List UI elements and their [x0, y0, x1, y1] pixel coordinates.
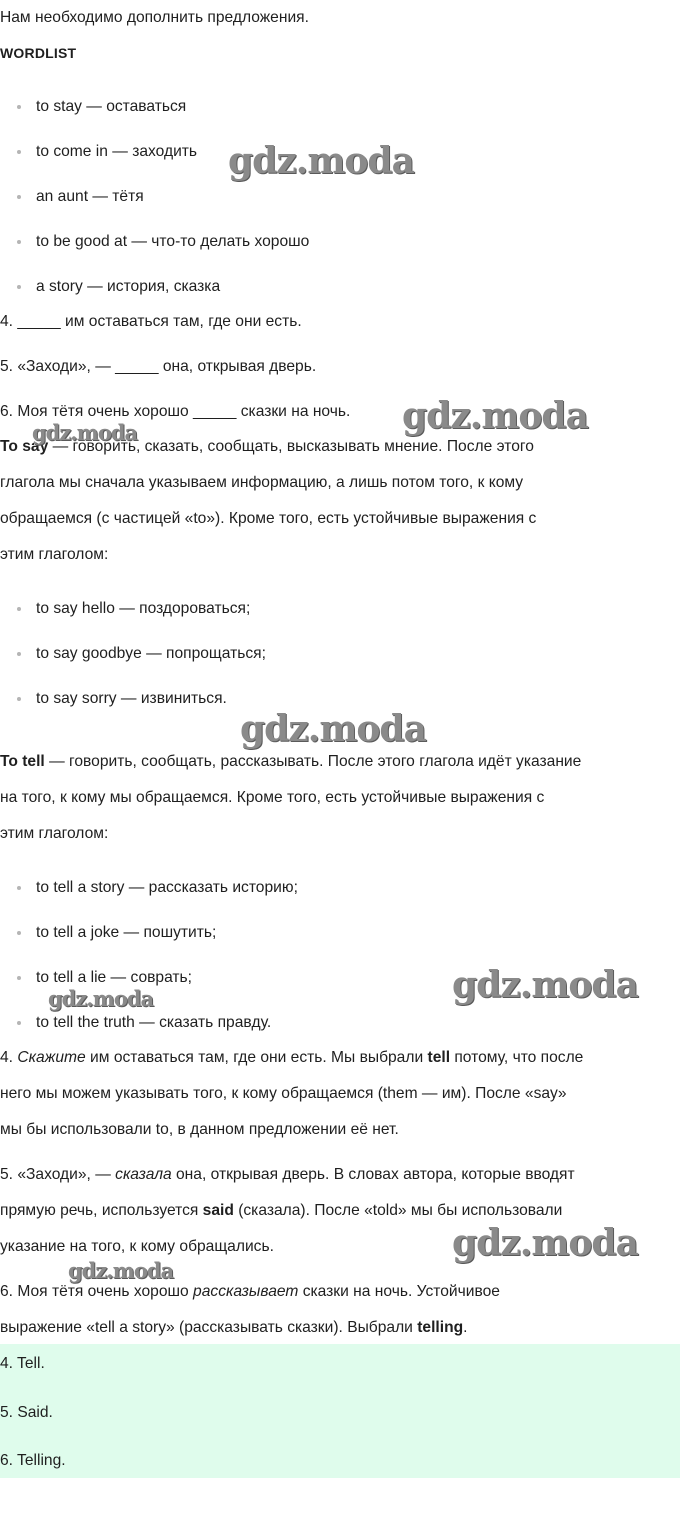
answer-6: 6. Telling.	[0, 1452, 66, 1469]
text: 4.	[0, 1049, 18, 1066]
bullet	[17, 105, 21, 109]
list-item: to come in — заходить	[36, 143, 198, 160]
watermark-logo: gdz.moda	[32, 420, 138, 445]
answer-word: Скажите	[17, 1049, 86, 1066]
exp6-line-1	[0, 1282, 500, 1302]
bullet	[17, 931, 21, 935]
bullet	[17, 886, 21, 890]
watermark-logo: gdz.moda	[452, 1222, 638, 1264]
text: она, открывая дверь. В словах автора, которые вводят	[171, 1166, 575, 1183]
watermark-logo: gdz.moda	[48, 986, 154, 1011]
say-term: To say	[0, 438, 49, 455]
watermark-logo: gdz.moda	[68, 1258, 174, 1283]
tell-line-3: этим глаголом:	[0, 825, 109, 842]
say-line-4: этим глаголом:	[0, 546, 109, 563]
wordlist-title: WORDLIST	[0, 45, 77, 61]
bullet	[17, 697, 21, 701]
say-line-3: обращаемся (с частицей «to»). Кроме того, есть устойчивые выражения с	[0, 510, 537, 527]
watermark-logo: gdz.moda	[402, 395, 588, 437]
intro-text: Нам необходимо дополнить предложения.	[0, 9, 309, 26]
say-line-1	[0, 437, 534, 457]
text: потому, что после	[450, 1049, 584, 1066]
watermark-logo: gdz.moda	[452, 964, 638, 1006]
exp4-line-2: него мы можем указывать того, к кому обращаемся (them — им). После «say»	[0, 1085, 567, 1102]
task-6: 6. Моя тётя очень хорошо _____ сказки на ночь.	[0, 403, 351, 420]
text: .	[463, 1319, 468, 1336]
answer-5: 5. Said.	[0, 1404, 53, 1421]
exp4-line-1	[0, 1048, 583, 1068]
text: прямую речь, используется	[0, 1202, 203, 1219]
key-word: said	[202, 1202, 234, 1219]
list-item: a story — история, сказка	[36, 278, 221, 295]
key-word: telling	[417, 1319, 464, 1336]
bullet	[17, 976, 21, 980]
say-line-2: глагола мы сначала указываем информацию, а лишь потом того, к кому	[0, 474, 524, 491]
bullet	[17, 1021, 21, 1025]
list-item: to tell a lie — соврать;	[36, 969, 192, 986]
list-item: to say sorry — извиниться.	[36, 690, 227, 707]
list-item: an aunt — тётя	[36, 188, 144, 205]
exp5-line-3: указание на того, к кому обращались.	[0, 1238, 274, 1255]
text: выражение «tell a story» (рассказывать сказки). Выбрали	[0, 1319, 418, 1336]
list-item: to stay — оставаться	[36, 98, 187, 115]
text: им оставаться там, где они есть. Мы выбрали	[85, 1049, 428, 1066]
list-item: to be good at — что-то делать хорошо	[36, 233, 310, 250]
tell-term: To tell	[0, 753, 45, 770]
bullet	[17, 285, 21, 289]
say-definition: — говорить, сказать, сообщать, высказывать мнение. После этого	[48, 438, 534, 455]
list-item: to say hello — поздороваться;	[36, 600, 251, 617]
text: сказки на ночь. Устойчивое	[298, 1283, 500, 1300]
exp6-line-2	[0, 1318, 468, 1338]
list-item: to tell a story — рассказать историю;	[36, 879, 298, 896]
list-item: to say goodbye — попрощаться;	[36, 645, 266, 662]
text: 5. «Заходи», —	[0, 1166, 116, 1183]
bullet	[17, 195, 21, 199]
answer-word: сказала	[115, 1166, 172, 1183]
bullet	[17, 240, 21, 244]
bullet	[17, 652, 21, 656]
bullet	[17, 150, 21, 154]
list-item: to tell the truth — сказать правду.	[36, 1014, 272, 1031]
tell-line-2: на того, к кому мы обращаемся. Кроме того, есть устойчивые выражения с	[0, 789, 545, 806]
answer-4: 4. Tell.	[0, 1355, 45, 1372]
exp4-line-3: мы бы использовали to, в данном предложении её нет.	[0, 1121, 399, 1138]
tell-definition: — говорить, сообщать, рассказывать. После этого глагола идёт указание	[44, 753, 582, 770]
tell-line-1	[0, 752, 581, 772]
watermark-logo: gdz.moda	[228, 140, 414, 182]
text: (сказала). После «told» мы бы использовали	[233, 1202, 563, 1219]
bullet	[17, 607, 21, 611]
watermark-logo: gdz.moda	[240, 708, 426, 750]
task-4: 4. _____ им оставаться там, где они есть.	[0, 313, 302, 330]
key-word: tell	[427, 1049, 451, 1066]
exp5-line-1	[0, 1165, 575, 1185]
exp5-line-2	[0, 1201, 562, 1221]
answer-word: рассказывает	[193, 1283, 299, 1300]
text: 6. Моя тётя очень хорошо	[0, 1283, 194, 1300]
list-item: to tell a joke — пошутить;	[36, 924, 217, 941]
answers-box	[0, 1344, 680, 1478]
task-5: 5. «Заходи», — _____ она, открывая дверь.	[0, 358, 317, 375]
